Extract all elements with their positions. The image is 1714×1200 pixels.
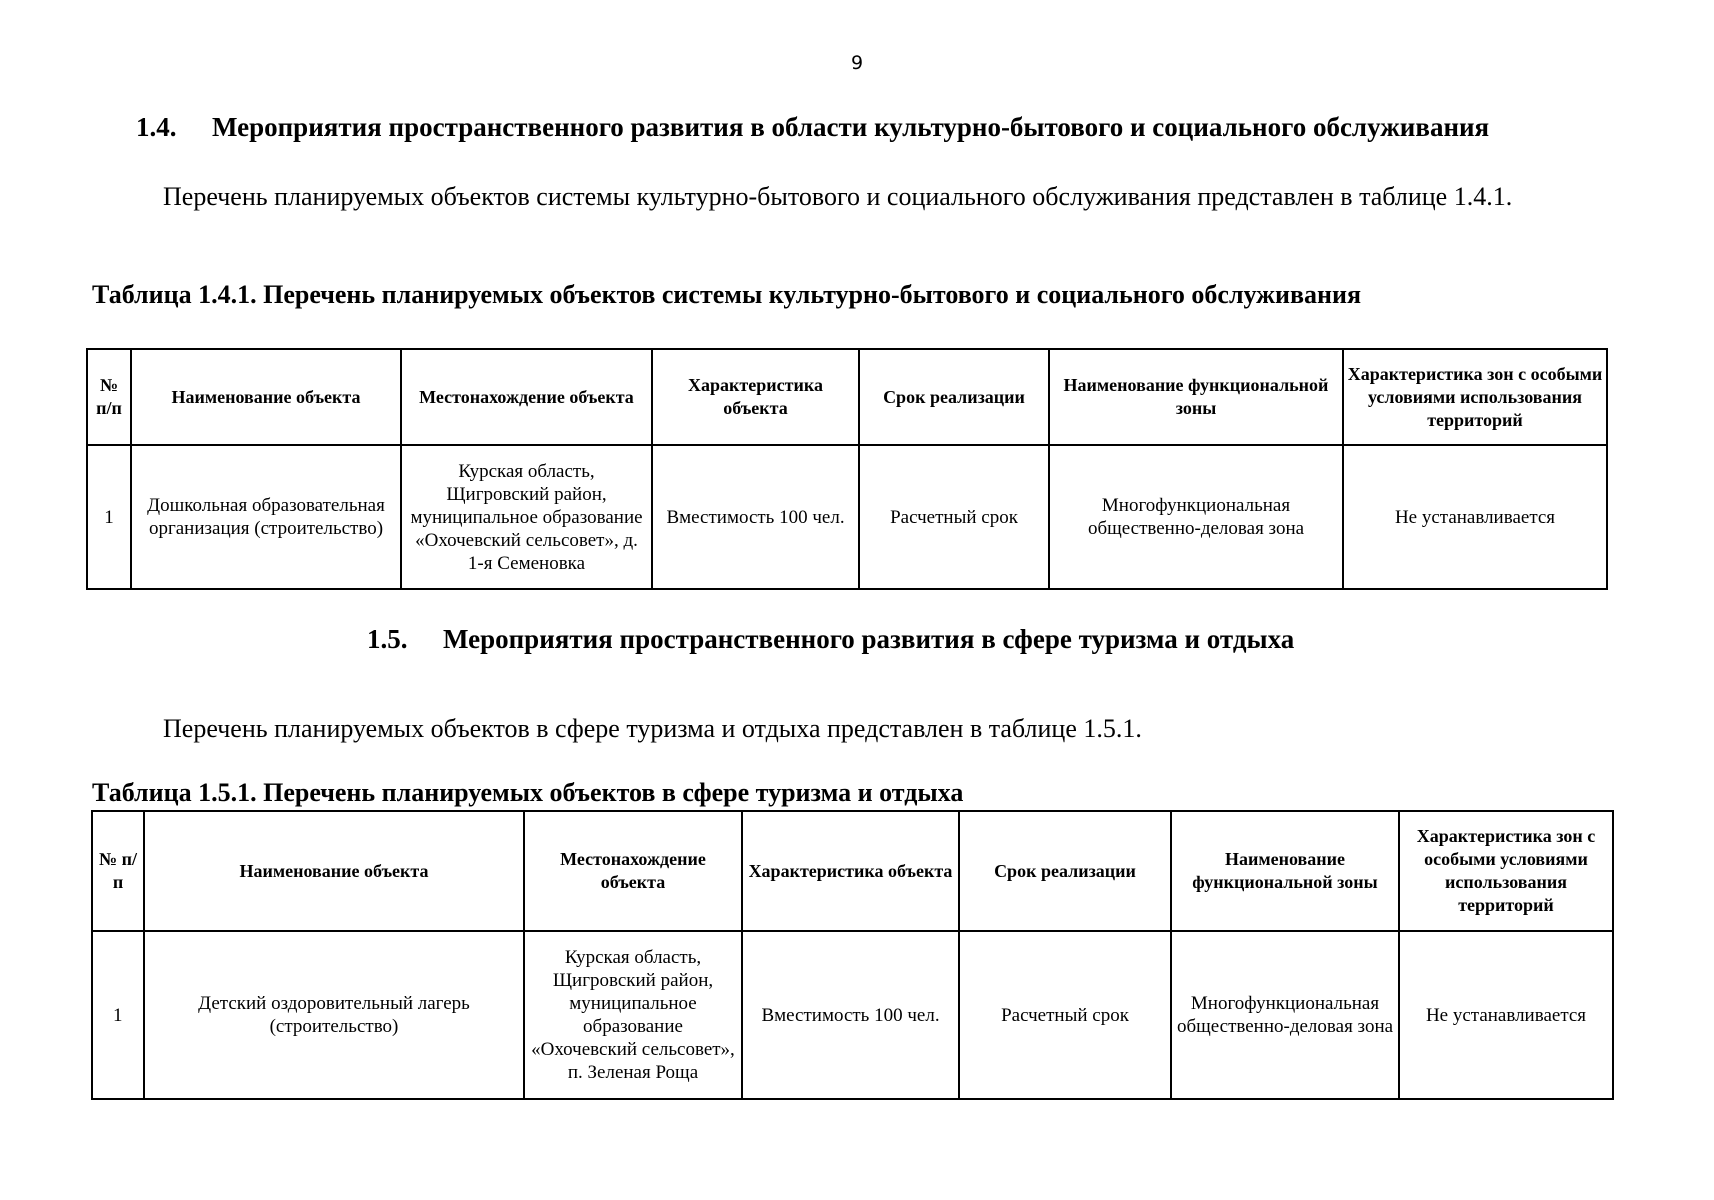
header-location: Местонахождение объекта [524, 811, 742, 931]
section-title: Мероприятия пространственного развития в области культурно-бытового и социального обслуживания [212, 112, 1490, 142]
cell-name: Дошкольная образовательная организация (строительство) [131, 445, 401, 589]
cell-location: Курская область, Щигровский район, муниципальное образование «Охочевский сельсовет», п. Зеленая Роща [524, 931, 742, 1099]
cell-characteristic: Вместимость 100 чел. [652, 445, 859, 589]
section-heading-1-5 [367, 624, 1294, 655]
cell-zone: Многофункциональная общественно-деловая зона [1171, 931, 1399, 1099]
header-restrictions: Характеристика зон с особыми условиями использования территорий [1343, 349, 1607, 445]
intro-paragraph-1-5: Перечень планируемых объектов в сфере туризма и отдыха представлен в таблице 1.5.1. [163, 714, 1142, 743]
header-name: Наименование объекта [144, 811, 524, 931]
cell-term: Расчетный срок [859, 445, 1049, 589]
cell-zone: Многофункциональная общественно-деловая зона [1049, 445, 1343, 589]
table-row [87, 445, 1607, 589]
page-number: 9 [850, 52, 864, 74]
header-num: № п/п [92, 811, 144, 931]
header-zone: Наименование функциональной зоны [1171, 811, 1399, 931]
header-characteristic: Характеристика объекта [652, 349, 859, 445]
cell-restrictions: Не устанавливается [1343, 445, 1607, 589]
header-restrictions: Характеристика зон с особыми условиями использования территорий [1399, 811, 1613, 931]
intro-paragraph-1-4: Перечень планируемых объектов системы культурно-бытового и социального обслуживания представлен в таблице 1.4.1. [163, 182, 1513, 211]
section-title: Мероприятия пространственного развития в сфере туризма и отдыха [443, 624, 1295, 654]
objects-table-1-5-1 [91, 810, 1614, 1100]
header-term: Срок реализации [959, 811, 1171, 931]
cell-num: 1 [87, 445, 131, 589]
header-location: Местонахождение объекта [401, 349, 652, 445]
table-header-row [87, 349, 1607, 445]
table-title-1-5-1: Таблица 1.5.1. Перечень планируемых объектов в сфере туризма и отдыха [92, 778, 964, 807]
cell-num: 1 [92, 931, 144, 1099]
section-number: 1.5. [367, 624, 408, 654]
cell-characteristic: Вместимость 100 чел. [742, 931, 959, 1099]
header-characteristic: Характеристика объекта [742, 811, 959, 931]
cell-location: Курская область, Щигровский район, муниципальное образование «Охочевский сельсовет», д. 1-я Семеновка [401, 445, 652, 589]
header-term: Срок реализации [859, 349, 1049, 445]
table-title-1-4-1: Таблица 1.4.1. Перечень планируемых объектов системы культурно-бытового и социального обслуживания [92, 280, 1362, 309]
cell-name: Детский оздоровительный лагерь (строительство) [144, 931, 524, 1099]
section-heading-1-4 [136, 112, 1489, 143]
cell-term: Расчетный срок [959, 931, 1171, 1099]
header-zone: Наименование функциональной зоны [1049, 349, 1343, 445]
table-header-row [92, 811, 1613, 931]
table-row [92, 931, 1613, 1099]
objects-table-1-4-1 [86, 348, 1608, 590]
header-num: № п/п [87, 349, 131, 445]
section-number: 1.4. [136, 112, 177, 142]
cell-restrictions: Не устанавливается [1399, 931, 1613, 1099]
header-name: Наименование объекта [131, 349, 401, 445]
